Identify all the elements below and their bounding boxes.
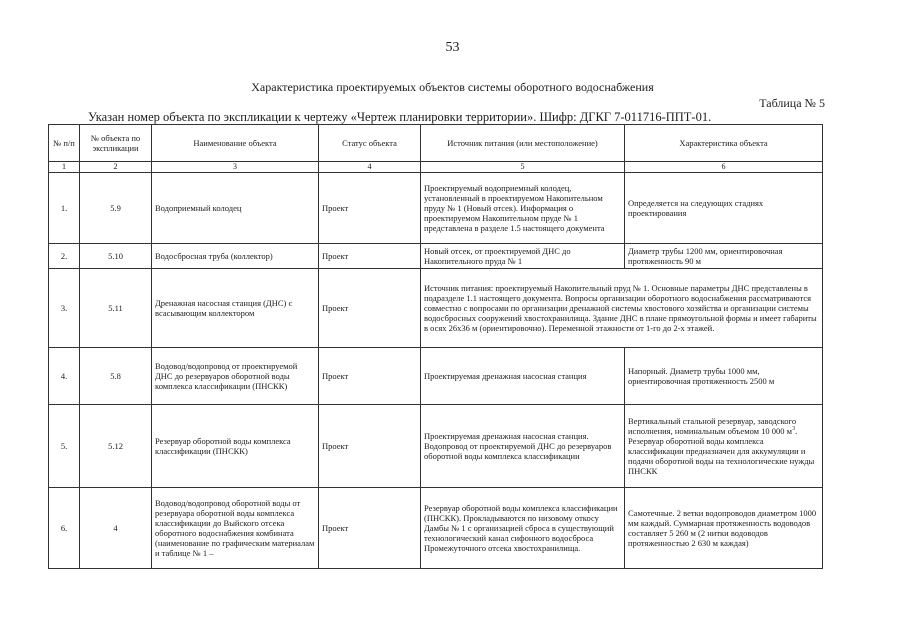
- row-status: Проект: [319, 244, 421, 269]
- row-characteristic: Напорный. Диаметр трубы 1000 мм, ориентировочная протяженность 2500 м: [625, 348, 823, 405]
- row-num: 6.: [49, 488, 80, 569]
- row-object-number: 5.11: [80, 269, 152, 348]
- row-object-name: Резервуар оборотной воды комплекса классификации (ПНСКК): [152, 405, 319, 488]
- row-num: 2.: [49, 244, 80, 269]
- table-row: [49, 348, 823, 405]
- row-object-name: Водоприемный колодец: [152, 173, 319, 244]
- header-characteristic: Характеристика объекта: [625, 125, 823, 162]
- document-title: Характеристика проектируемых объектов системы оборотного водоснабжения: [251, 80, 654, 94]
- row-object-number: 5.9: [80, 173, 152, 244]
- row-characteristic: [625, 405, 823, 488]
- page-number: 53: [445, 40, 460, 55]
- characteristic-text-a: Вертикальный стальной резервуар, заводского исполнения, номинальным объемом 10 000 м: [628, 415, 797, 436]
- characteristic-superscript: 3: [792, 426, 796, 433]
- column-number: 6: [625, 162, 823, 173]
- row-object-number: 4: [80, 488, 152, 569]
- row-num: 1.: [49, 173, 80, 244]
- row-num: 4.: [49, 348, 80, 405]
- objects-table: [48, 124, 823, 569]
- table-header-row: [49, 125, 823, 162]
- header-num: № п/п: [49, 125, 80, 162]
- row-status: Проект: [319, 488, 421, 569]
- row-source: Проектируемая дренажная насосная станция: [421, 348, 625, 405]
- header-object-number: № объекта по экспликации: [80, 125, 152, 162]
- column-number: 1: [49, 162, 80, 173]
- row-source: Резервуар оборотной воды комплекса классификации (ПНСКК). Прокладываются по низовому откосу Дамбы № 1 с организацией сброса в существующий технологический канал сифонного водосброса Промежуточного отсека хвостохранилища.: [421, 488, 625, 569]
- row-num: 3.: [49, 269, 80, 348]
- row-object-number: 5.8: [80, 348, 152, 405]
- row-object-name: Водовод/водопровод оборотной воды от резервуара оборотной воды комплекса классификации до Выйского отсека оборотного водоснабжения комбината (наименование по графическим материалам и таблице № 1 –: [152, 488, 319, 569]
- row-source: Проектируемая дренажная насосная станция. Водопровод от проектируемой ДНС до резервуаров оборотной воды комплекса классификации: [421, 405, 625, 488]
- row-characteristic: Определяется на следующих стадиях проектирования: [625, 173, 823, 244]
- row-merged-description: Источник питания: проектируемый Накопительный пруд № 1. Основные параметры ДНС представлены в подразделе 1.1 настоящего документа. Вопросы организации оборотного водоснабжения рассматриваются совместно с вопросами по организации дренажной системы хвостового хозяйства и организации системы водосбросных сооружений хвостохранилища. Здание ДНС в плане прямоугольной формы и имеет габариты в осях 26х36 м (ориентировочно). Переменной этажности от 1-го до 2-х этажей.: [421, 269, 823, 348]
- column-number: 3: [152, 162, 319, 173]
- table-label: Таблица № 5: [759, 96, 825, 110]
- row-object-name: Водосбросная труба (коллектор): [152, 244, 319, 269]
- column-number: 5: [421, 162, 625, 173]
- header-status: Статус объекта: [319, 125, 421, 162]
- row-num: 5.: [49, 405, 80, 488]
- row-status: Проект: [319, 405, 421, 488]
- column-number: 4: [319, 162, 421, 173]
- row-characteristic: Диаметр трубы 1200 мм, ориентировочная протяженность 90 м: [625, 244, 823, 269]
- table-row: [49, 244, 823, 269]
- row-object-number: 5.10: [80, 244, 152, 269]
- row-characteristic: Самотечные. 2 ветки водопроводов диаметром 1000 мм каждый. Суммарная протяженность водоводов составляет 5 260 м (2 нитки водоводов протяженностью 2 630 м каждая): [625, 488, 823, 569]
- table-row: [49, 173, 823, 244]
- row-status: Проект: [319, 173, 421, 244]
- row-status: Проект: [319, 348, 421, 405]
- table-row: [49, 405, 823, 488]
- column-number-row: [49, 162, 823, 173]
- header-object-name: Наименование объекта: [152, 125, 319, 162]
- column-number: 2: [80, 162, 152, 173]
- document-subtitle: Указан номер объекта по экспликации к чертежу «Чертеж планировки территории». Шифр: ДГКГ 7-011716-ППТ-01.: [88, 110, 712, 124]
- table-row: [49, 488, 823, 569]
- row-source: Новый отсек, от проектируемой ДНС до Накопительного пруда № 1: [421, 244, 625, 269]
- row-object-name: Дренажная насосная станция (ДНС) с всасывающим коллектором: [152, 269, 319, 348]
- table-row: [49, 269, 823, 348]
- row-source: Проектируемый водоприемный колодец, установленный в проектируемом Накопительном пруду № 1 (Новый отсек). Информация о проектируемом Накопительном пруде № 1 представлена в разделе 1.5 настоящего документа: [421, 173, 625, 244]
- row-object-name: Водовод/водопровод от проектируемой ДНС до резервуаров оборотной воды комплекса классификации (ПНСКК): [152, 348, 319, 405]
- header-source: Источник питания (или местоположение): [421, 125, 625, 162]
- characteristic-text-b: . Резервуар оборотной воды комплекса классификации предназначен для аккумуляции и подачи оборотной воды на технологические нужды ПНСКК: [628, 425, 815, 477]
- row-object-number: 5.12: [80, 405, 152, 488]
- row-status: Проект: [319, 269, 421, 348]
